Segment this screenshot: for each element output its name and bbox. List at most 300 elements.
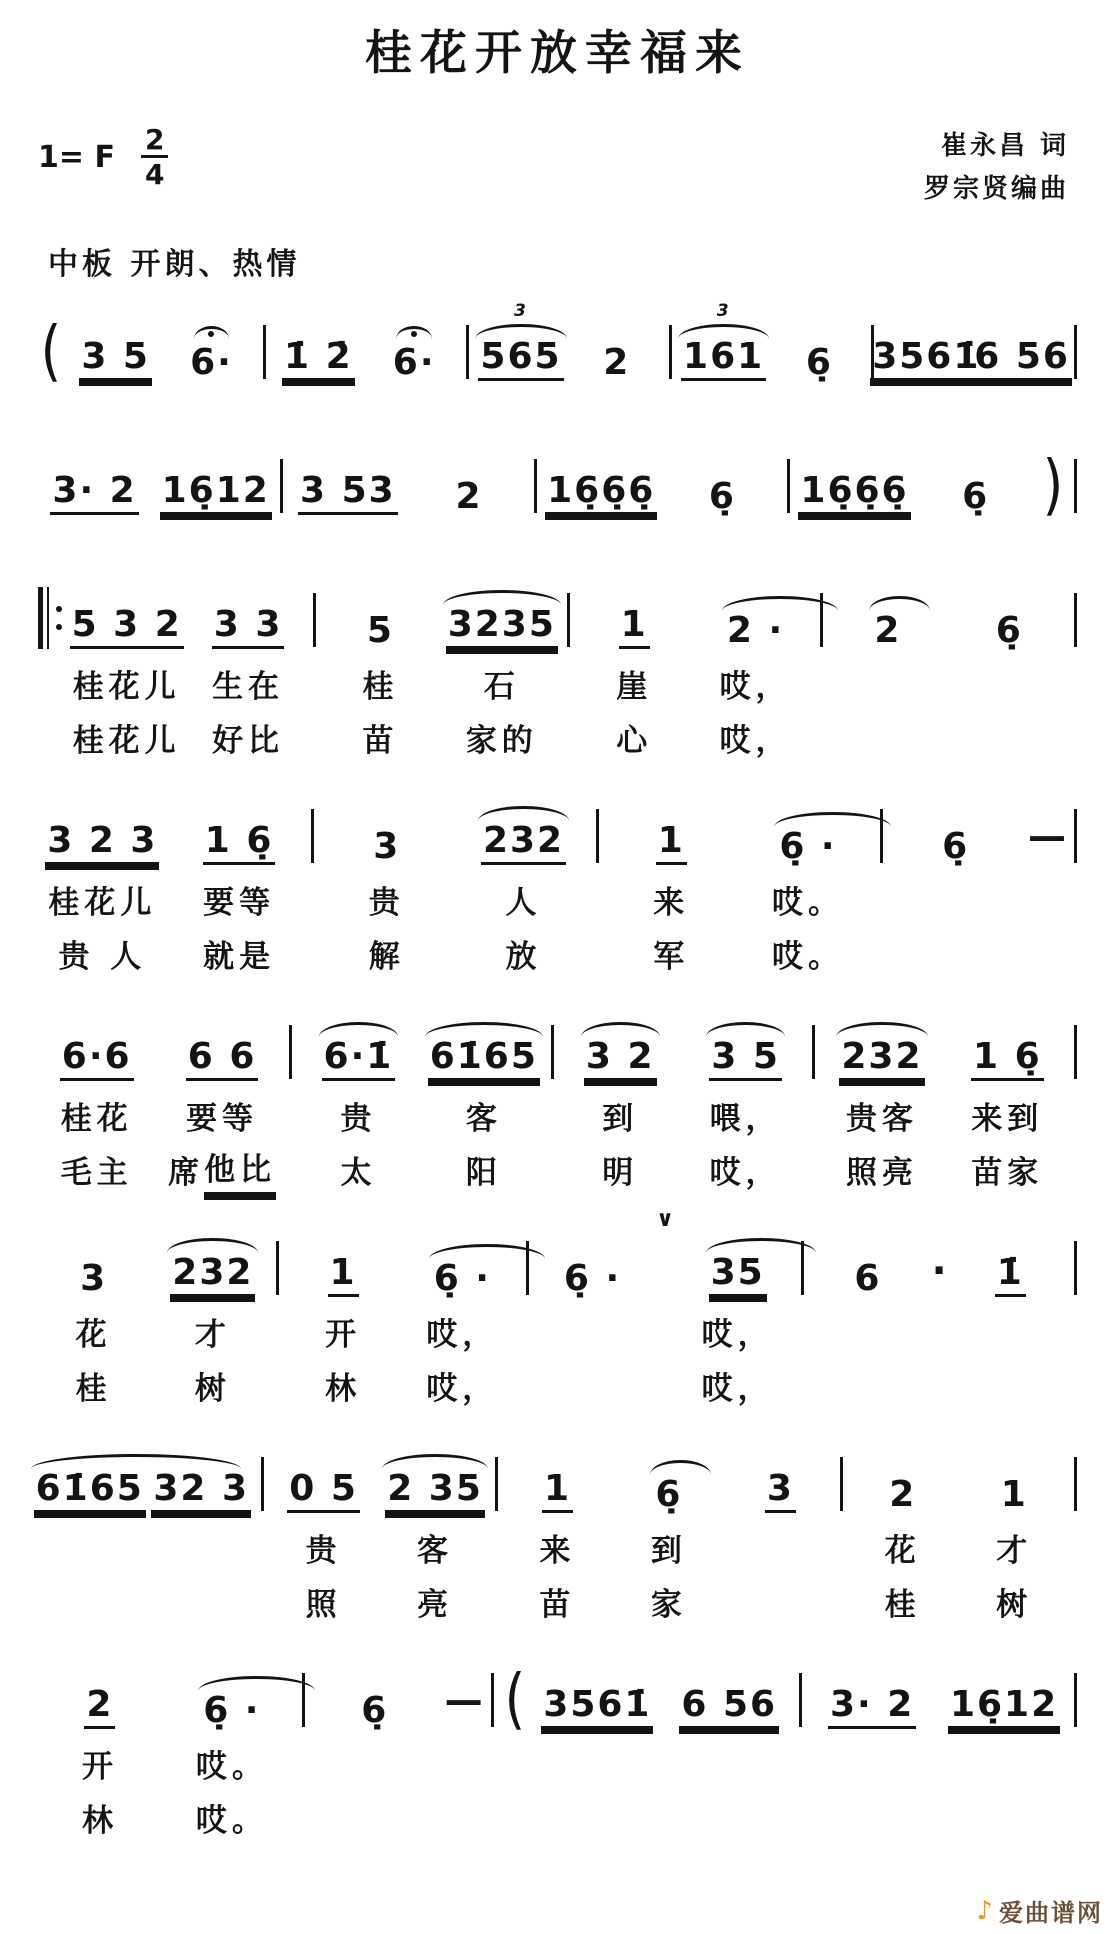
lyricist-credit: 崔永昌 词 <box>940 131 1069 161</box>
jianpu-note: 1 6̣ <box>203 823 276 865</box>
beam-sub-underline: 53 <box>342 470 396 515</box>
lyric-cell-verse1: 到 <box>602 1101 639 1138</box>
jianpu-note: 6̣ <box>995 609 1023 651</box>
jianpu-note: 6· <box>190 341 233 383</box>
barline-mark <box>567 593 570 647</box>
lyric-cell-verse1: 人 <box>505 885 542 922</box>
jianpu-note: 6 56 <box>679 1687 779 1729</box>
beam-sub-underline: 2 <box>110 470 137 515</box>
beam-sub-underline: 5 <box>753 1036 780 1081</box>
barline <box>285 997 296 1197</box>
jianpu-note: 2 35 <box>385 1471 485 1513</box>
note-column <box>938 1645 1070 1845</box>
watermark-text: 爱曲谱网 <box>999 1899 1103 1927</box>
lyric-cell-verse1: 桂花 <box>60 1101 133 1138</box>
barline <box>1070 781 1081 981</box>
jianpu-note: 3 <box>765 1471 796 1513</box>
jianpu-note: 3235 <box>446 607 558 649</box>
jianpu-note: 1 <box>1000 1473 1028 1515</box>
barline-mark <box>313 593 316 647</box>
repeat-sign <box>34 565 66 765</box>
note-column <box>34 431 155 523</box>
lyric-cell-verse1: 开 <box>325 1317 362 1354</box>
note-column <box>819 997 944 1197</box>
song-title: 桂花开放幸福来 <box>365 26 750 81</box>
note-column <box>695 565 816 765</box>
lyric-cell-verse2: 哎， <box>701 1371 774 1408</box>
close-paren <box>1036 431 1070 523</box>
triplet-number: 3 <box>514 300 528 321</box>
note-column <box>159 997 284 1197</box>
note-column <box>320 565 441 765</box>
jianpu-note: 16̣6̣6̣ <box>545 473 657 515</box>
lyric-cell-verse1: 要等 <box>186 1101 259 1138</box>
lyric-cell-verse2: 解 <box>368 939 405 976</box>
note-column <box>34 1429 145 1629</box>
note-column <box>66 565 187 765</box>
parenthesis-glyph: ( <box>40 312 62 390</box>
barline <box>272 1213 283 1413</box>
lyric-cell-verse2: 苗 <box>362 723 399 760</box>
barline-mark <box>551 1025 554 1079</box>
barline-mark <box>1074 1673 1077 1727</box>
jianpu-note: 232 <box>839 1039 924 1081</box>
music-system <box>34 297 1081 389</box>
lyric-cell-verse1: 哎。 <box>771 885 844 922</box>
parenthesis-glyph: ) <box>1042 446 1064 524</box>
composer-credit: 罗宗贤编曲 <box>923 173 1069 204</box>
lyric-cell-verse1: 桂 <box>362 669 399 706</box>
lyric-cell-verse2: 好比 <box>212 723 285 760</box>
lyric-cell-verse2: 树 <box>194 1371 231 1408</box>
note-column <box>683 997 808 1197</box>
barline-mark <box>1074 809 1077 863</box>
barline <box>309 565 320 765</box>
note-column <box>268 1429 379 1629</box>
note-column <box>171 781 308 981</box>
note-column <box>847 1429 958 1629</box>
music-note-icon: ♪ <box>976 1895 995 1926</box>
jianpu-note: 35 <box>709 1255 767 1297</box>
jianpu-note: 61̇65 <box>428 1039 540 1081</box>
note-column <box>473 297 569 389</box>
music-system <box>34 1645 1081 1845</box>
jianpu-note: 6̣ <box>708 475 736 517</box>
jianpu-note: 2 <box>874 609 902 651</box>
beam-sub-underline: 3 2 <box>113 604 182 649</box>
lyric-cell-verse1: 喂， <box>709 1101 782 1138</box>
barline-mark <box>534 459 537 513</box>
lyric-cell-verse2: 照 <box>305 1587 342 1624</box>
note-column <box>603 781 740 981</box>
open-paren <box>498 1645 532 1845</box>
jianpu-note: 6̣ <box>962 475 990 517</box>
jianpu-note: 3 5 <box>79 339 152 381</box>
key-signature <box>38 125 168 190</box>
lyric-cell-verse2: 哎， <box>709 1155 782 1192</box>
lyric-cell-verse1: 贵 <box>368 885 405 922</box>
note-column <box>421 997 546 1197</box>
barline-mark <box>1074 1241 1077 1295</box>
barline-mark <box>276 1241 279 1295</box>
jianpu-note: 6̣ · <box>203 1689 261 1731</box>
dash-glyph: — <box>1028 813 1067 858</box>
jianpu-note: 1 <box>656 823 687 865</box>
barline-mark <box>311 809 314 863</box>
note-column <box>34 1213 153 1413</box>
note-column <box>887 781 1024 981</box>
lyric-cell-verse1: 桂花儿 <box>48 885 157 922</box>
barline-mark <box>495 1457 498 1511</box>
lyric-cell-verse2: 明 <box>602 1155 639 1192</box>
jianpu-note: 3 3 <box>212 607 285 649</box>
barline-mark <box>1074 459 1077 513</box>
note-column <box>794 431 915 523</box>
barline-mark <box>1074 325 1077 379</box>
lyric-cell-verse1: 崖 <box>616 669 653 706</box>
music-system <box>34 1429 1081 1629</box>
note-column <box>676 297 772 389</box>
jianpu-note: 6̣ · <box>779 825 837 867</box>
jianpu-note: 232 <box>481 823 566 865</box>
time-signature <box>141 125 168 190</box>
music-system <box>34 431 1081 523</box>
lyric-cell-verse2: 照亮 <box>845 1155 918 1192</box>
dash-extension <box>1024 781 1070 981</box>
note-column <box>408 431 529 523</box>
jianpu-note: 2 <box>455 475 483 517</box>
jianpu-note: 3· 2 <box>50 473 138 515</box>
note-column <box>872 297 981 389</box>
jianpu-note: 6̣ <box>361 1689 389 1731</box>
note-column <box>531 1645 663 1845</box>
note-column <box>187 565 308 765</box>
note-column <box>34 1645 166 1845</box>
note-column <box>68 297 164 389</box>
parenthesis-glyph: ( <box>504 1660 525 1738</box>
barline <box>522 1213 533 1413</box>
barline <box>259 297 270 389</box>
meter-denominator: 4 <box>144 158 165 192</box>
barline <box>298 1645 309 1845</box>
barline <box>1070 1429 1081 1629</box>
note-column <box>164 297 260 389</box>
jianpu-note: 1̇ <box>995 1255 1026 1297</box>
barline <box>795 1645 806 1845</box>
lyric-cell-verse2: 席 他比 <box>168 1143 276 1197</box>
note-column <box>772 297 868 389</box>
jianpu-note: 16̣6̣6̣ <box>798 473 910 515</box>
lyric-cell-verse2: 哎， <box>719 723 792 760</box>
open-paren <box>34 297 68 389</box>
note-column <box>287 431 408 523</box>
note-column <box>613 1429 724 1629</box>
lyric-cell-verse1: 来 <box>539 1533 576 1570</box>
barline-mark <box>491 1673 494 1727</box>
lyric-cell-verse2: 哎。 <box>195 1803 268 1840</box>
lyric-cell-verse1: 哎， <box>719 669 792 706</box>
barline <box>487 1645 498 1845</box>
jianpu-note: 3 5 <box>709 1039 782 1081</box>
lyric-cell-verse1: 客 <box>465 1101 502 1138</box>
barline <box>307 781 318 981</box>
note-column <box>270 297 366 389</box>
dash-glyph: — <box>444 1677 483 1722</box>
jianpu-note: 6·6 <box>60 1039 134 1081</box>
barline-mark <box>289 1025 292 1079</box>
jianpu-note: 2 <box>889 1473 917 1515</box>
barline-mark <box>812 1025 815 1079</box>
barline-mark <box>280 459 283 513</box>
lyric-cell-verse2: 太 <box>340 1155 377 1192</box>
note-column <box>283 1213 402 1413</box>
music-system <box>34 997 1081 1197</box>
beat-dot <box>928 1213 951 1413</box>
jianpu-note: 3 2 3 <box>45 823 159 865</box>
jianpu-note: 2 · <box>726 609 785 651</box>
note-column <box>309 1645 441 1845</box>
jianpu-note: 6̣ <box>805 341 833 383</box>
music-system <box>34 565 1081 765</box>
note-column <box>663 1645 795 1845</box>
music-system <box>34 781 1081 981</box>
jianpu-note: 3 53 <box>298 473 398 515</box>
watermark <box>976 1893 1103 1928</box>
lyric-cell-verse2: 桂花儿 <box>72 723 181 760</box>
barline-mark <box>1074 593 1077 647</box>
barline <box>1070 565 1081 765</box>
barline <box>1070 1213 1081 1413</box>
lyric-cell-verse2: 树 <box>996 1587 1033 1624</box>
lyric-cell-verse1: 才 <box>996 1533 1033 1570</box>
barline <box>783 431 794 523</box>
note-column <box>725 1429 836 1629</box>
lyric-cell-verse1: 到 <box>650 1533 687 1570</box>
lyric-cell-verse2: 家 <box>650 1587 687 1624</box>
jianpu-note: 32 3 <box>151 1471 251 1513</box>
barline-mark <box>880 809 883 863</box>
jianpu-note: 3561̇ <box>870 339 982 381</box>
note-column <box>740 781 877 981</box>
note-column <box>34 781 171 981</box>
barline <box>547 997 558 1197</box>
jianpu-note: 0 5 <box>287 1471 360 1513</box>
barline <box>592 781 603 981</box>
lyric-cell-verse2: 哎， <box>426 1371 499 1408</box>
dash-extension <box>441 1645 487 1845</box>
beat-dot-glyph: · <box>931 1247 947 1294</box>
barline <box>1070 1645 1081 1845</box>
note-column <box>366 297 462 389</box>
jianpu-note: 2 <box>84 1687 115 1729</box>
note-column <box>502 1429 613 1629</box>
jianpu-note: 16̣12 <box>948 1687 1060 1729</box>
note-column <box>945 997 1070 1197</box>
note-column <box>808 1213 927 1413</box>
note-column <box>403 1213 522 1413</box>
barline <box>876 781 887 981</box>
meter-numerator: 2 <box>141 125 168 158</box>
jianpu-note: 1 6̣ <box>971 1039 1044 1081</box>
barline <box>665 297 676 389</box>
lyric-cell-verse1: 桂花儿 <box>72 669 181 706</box>
jianpu-note: 6̣ · <box>433 1257 491 1299</box>
barline-mark <box>799 1673 802 1727</box>
jianpu-note: 3· 2 <box>828 1687 916 1729</box>
beam-sub-underline: 2 <box>887 1684 914 1729</box>
note-column <box>806 1645 938 1845</box>
note-column <box>574 565 695 765</box>
lyric-cell-verse2: 桂 <box>884 1587 921 1624</box>
jianpu-note: 61̇65 <box>34 1471 146 1513</box>
barline <box>257 1429 268 1629</box>
jianpu-note: 3 <box>80 1257 108 1299</box>
lyric-cell-verse1: 生在 <box>212 669 285 706</box>
note-column <box>974 297 1070 389</box>
jianpu-note: 6 6 <box>186 1039 259 1081</box>
notation-area <box>34 297 1081 1845</box>
lyric-cell-verse2: 哎。 <box>771 939 844 976</box>
lyric-cell-verse1: 客 <box>417 1533 454 1570</box>
barline <box>530 431 541 523</box>
note-column <box>296 997 421 1197</box>
barline-mark <box>596 809 599 863</box>
breath-glyph: ∨ <box>656 1206 675 1232</box>
barline <box>816 565 827 765</box>
note-column <box>379 1429 490 1629</box>
lyric-cell-verse1: 开 <box>81 1749 118 1786</box>
lyric-cell-verse2: 苗 <box>539 1587 576 1624</box>
lyric-cell-verse1: 才 <box>194 1317 231 1354</box>
barline <box>491 1429 502 1629</box>
music-system <box>34 1206 1081 1413</box>
lyric-cell-verse1: 贵 <box>305 1533 342 1570</box>
jianpu-note: 16̣12 <box>160 473 272 515</box>
note-column <box>949 565 1070 765</box>
jianpu-note: 161 3 <box>681 339 766 381</box>
lyric-cell-verse1: 花 <box>75 1317 112 1354</box>
jianpu-note: 3561̇ <box>541 1687 653 1729</box>
jianpu-note: 1 <box>619 607 650 649</box>
jianpu-note: 5 <box>366 609 394 651</box>
note-column <box>678 1213 797 1413</box>
jianpu-note: 6̣ · <box>563 1257 622 1299</box>
barline-mark <box>669 325 672 379</box>
note-column <box>155 431 276 523</box>
lyric-cell-verse2: 阳 <box>465 1155 502 1192</box>
note-column <box>166 1645 298 1845</box>
barline-mark <box>261 1457 264 1511</box>
tempo-marking: 中板 开朗、热情 <box>48 246 301 282</box>
lyric-cell-verse1: 贵 <box>340 1101 377 1138</box>
lyric-cell-verse1: 花 <box>884 1533 921 1570</box>
note-column <box>455 781 592 981</box>
lyric-cell-verse1: 哎， <box>426 1317 499 1354</box>
jianpu-note: 6· <box>392 341 436 383</box>
jianpu-note: 5 3 2 <box>70 607 184 649</box>
beam-sub-underline: 1̇ <box>366 1036 393 1081</box>
barline <box>563 565 574 765</box>
lyric-cell-verse2: 苗家 <box>971 1155 1044 1192</box>
credits <box>924 125 1069 211</box>
lyric-cell-verse2: 亮 <box>417 1587 454 1624</box>
lyric-cell-verse1: 哎。 <box>195 1749 268 1786</box>
breath-mark <box>652 1206 678 1413</box>
note-column <box>541 431 662 523</box>
jianpu-note: 6̣ <box>942 825 970 867</box>
lyric-cell-verse2: 毛主 <box>60 1155 133 1192</box>
barline <box>808 997 819 1197</box>
lyric-cell-verse1: 来 <box>653 885 690 922</box>
jianpu-note: 565 3 <box>478 339 563 381</box>
note-column <box>34 997 159 1197</box>
barline <box>1070 997 1081 1197</box>
lyric-cell-verse2: 桂 <box>75 1371 112 1408</box>
note-column <box>318 781 455 981</box>
lyric-cell-verse2: 林 <box>325 1371 362 1408</box>
jianpu-note: 1̇ 2̇ <box>282 339 355 381</box>
lyric-cell-verse1: 要等 <box>203 885 276 922</box>
lyric-cell-verse2: 就是 <box>203 939 276 976</box>
note-column <box>959 1429 1070 1629</box>
lyric-cell-verse1: 贵客 <box>845 1101 918 1138</box>
triplet-number: 3 <box>716 300 731 321</box>
repeat-sign-glyph <box>38 587 62 649</box>
lyric-cell-verse2: 心 <box>616 723 653 760</box>
jianpu-note: 1 <box>328 1255 359 1297</box>
lyric-cell-verse2: 放 <box>505 939 542 976</box>
jianpu-note: 232 <box>170 1255 255 1297</box>
note-column <box>951 1213 1070 1413</box>
note-column <box>662 431 783 523</box>
note-column <box>569 297 665 389</box>
meta-row <box>34 125 1081 211</box>
beam-sub-underline: 6 <box>105 1036 132 1081</box>
lyric-cell-verse1: 来到 <box>971 1101 1044 1138</box>
jianpu-note: 1 <box>542 1471 573 1513</box>
barline-mark <box>263 325 266 379</box>
barline <box>1070 431 1081 523</box>
note-column <box>558 997 683 1197</box>
jianpu-note: 2 <box>603 341 631 383</box>
note-column <box>533 1213 652 1413</box>
jianpu-note: 6 <box>854 1257 882 1299</box>
barline-mark <box>1074 1457 1077 1511</box>
barline <box>276 431 287 523</box>
lyric-cell-verse2: 林 <box>81 1803 118 1840</box>
barline-mark <box>1074 1025 1077 1079</box>
note-column <box>441 565 562 765</box>
barline-mark <box>840 1457 843 1511</box>
barline <box>462 297 473 389</box>
barline-mark <box>787 459 790 513</box>
lyric-cell-verse1: 石 <box>483 669 520 706</box>
jianpu-note: 6 56 <box>972 339 1072 381</box>
note-column <box>915 431 1036 523</box>
jianpu-note: 6·1̇ <box>322 1039 396 1081</box>
lyric-underline: 他比 <box>204 1144 276 1195</box>
jianpu-note: 3 <box>373 825 401 867</box>
lyric-cell-verse1: 哎， <box>701 1317 774 1354</box>
jianpu-note: 3 2 <box>584 1039 657 1081</box>
note-column <box>153 1213 272 1413</box>
note-column <box>827 565 948 765</box>
barline <box>836 1429 847 1629</box>
lyric-cell-verse2: 家的 <box>465 723 538 760</box>
lyric-cell-verse2: 贵 人 <box>58 939 147 976</box>
key-text: 1= F <box>38 139 115 175</box>
jianpu-note: 6̣ <box>655 1473 683 1515</box>
